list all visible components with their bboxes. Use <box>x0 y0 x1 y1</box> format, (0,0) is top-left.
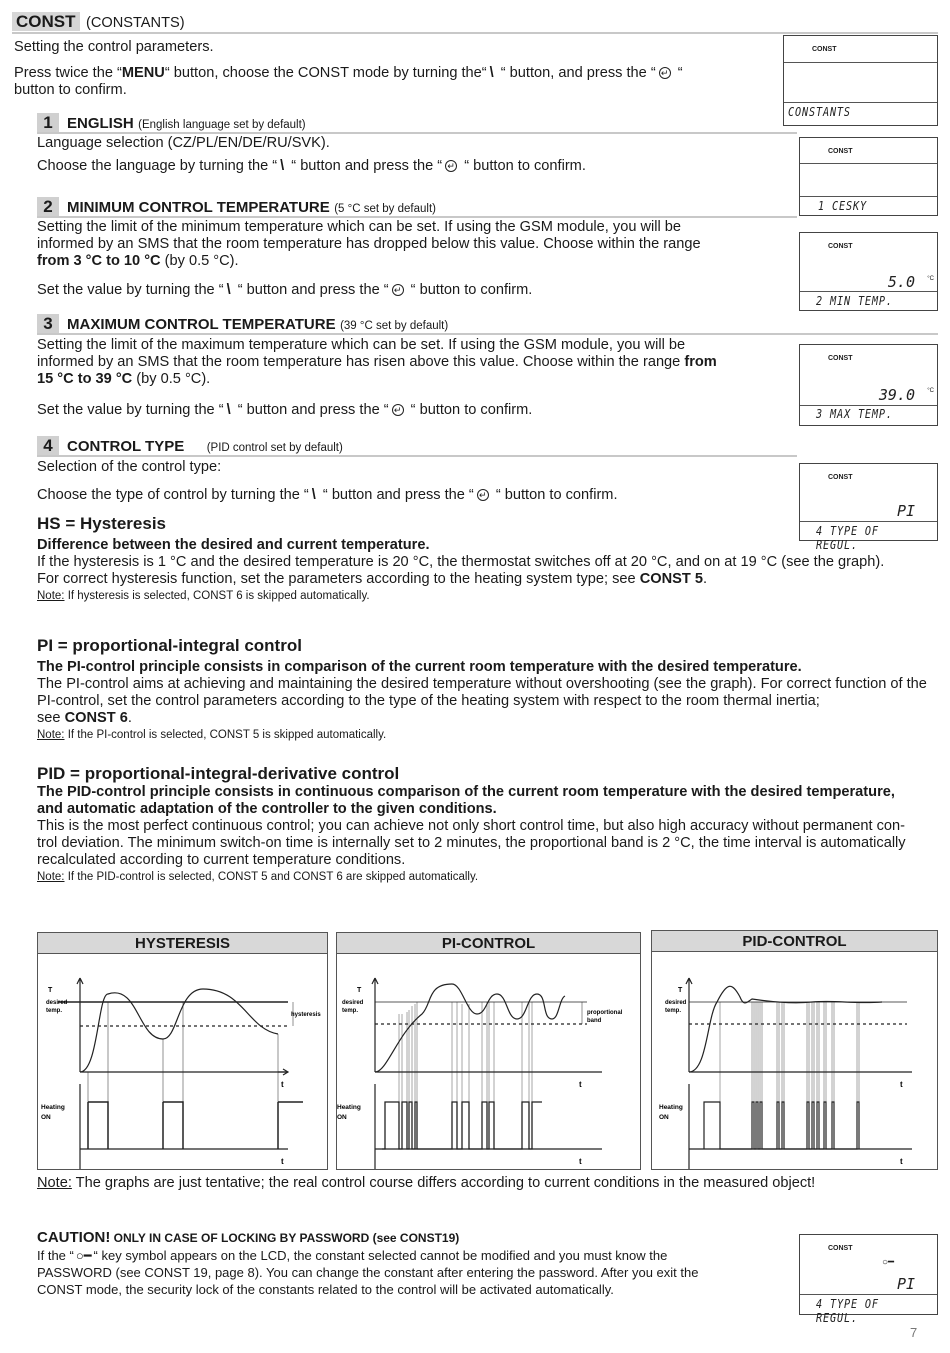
knob-icon: \ <box>226 402 231 418</box>
graph-note: Note: The graphs are just tentative; the real control course differs according to current conditions in the measured object! <box>37 1175 816 1191</box>
graph-title: PID-CONTROL <box>652 931 937 952</box>
pi-control-graph <box>336 932 641 1170</box>
svg-text:Heating: Heating <box>659 1104 683 1111</box>
svg-text:t: t <box>281 1157 284 1166</box>
svg-text:ON: ON <box>337 1114 347 1121</box>
key-icon: ○━ <box>882 1257 895 1268</box>
knob-icon: \ <box>280 158 285 174</box>
lcd-display-locked: CONST ○━ PI 4 TYPE OF REGUL. <box>799 1234 938 1315</box>
pid-control-section: PID = proportional-integral-derivative control The PID-control principle consists in continuous comparison of the current room temperature with the desired temperature, and automatic adaptation of the controller to the given conditions. This is the most perfect continuous control; you can achieve not only short control time, but also high accuracy without permanent con- trol deviation. The minimum switch-on time is internally set to 2 minutes, the proportional band is 2 °C, the time interval is automatically recalculated according to current temperature conditions. Note: If the PID-control is selected, CONST 5 and CONST 6 are skipped automatically. <box>37 764 906 883</box>
page-number: 7 <box>910 1325 918 1340</box>
svg-text:band: band <box>587 1018 602 1024</box>
enter-icon: ↵ <box>477 489 489 501</box>
svg-text:Heating: Heating <box>337 1104 361 1111</box>
intro-text: Setting the control parameters. <box>14 39 214 55</box>
svg-text:t: t <box>900 1080 903 1089</box>
graph-title: HYSTERESIS <box>38 933 327 954</box>
lcd-display-language: CONST 1 CESKY <box>799 137 938 216</box>
section-3-text: Setting the limit of the maximum temperature which can be set. If using the GSM module, you will be informed by an SMS that the room temperature has risen above this value. Choose within the range from 15 °C to 39 °C (by 0.5 °C). <box>37 337 717 387</box>
intro-instruction: Press twice the “MENU“ button, choose the CONST mode by turning the“ \ “ button, and press the “ ↵ “ <box>14 65 683 81</box>
section-4-text: Selection of the control type: <box>37 459 222 475</box>
svg-text:T: T <box>678 987 683 994</box>
knob-icon: \ <box>311 487 316 503</box>
page-header <box>12 12 185 32</box>
svg-text:t: t <box>579 1157 582 1166</box>
pid-control-graph <box>651 930 938 1170</box>
section-3-instruction: Set the value by turning the “ \ “ button and press the “ ↵ “ button to confirm. <box>37 402 533 418</box>
svg-text:t: t <box>579 1080 582 1089</box>
enter-icon: ↵ <box>392 284 404 296</box>
svg-text:t: t <box>900 1157 903 1166</box>
svg-text:desired: desired <box>342 1000 364 1006</box>
caution-section: CAUTION! ONLY IN CASE OF LOCKING BY PASSWORD (see CONST19) If the “ ○━ “ key symbol appears on the LCD, the constant selected cannot be modified and you must know the PASSWORD (see CONST 19, page 8). You can change the constant after entering the password. After you exit the CONST mode, the security lock of the constants related to the control will be activated automatically. <box>37 1229 699 1297</box>
section-3-heading: 3 MAXIMUM CONTROL TEMPERATURE (39 °C set by default) <box>37 314 448 334</box>
enter-icon: ↵ <box>445 160 457 172</box>
svg-text:hysteresis: hysteresis <box>291 1012 321 1018</box>
page-title: CONST <box>12 12 80 31</box>
svg-text:t: t <box>281 1080 284 1089</box>
svg-text:temp.: temp. <box>665 1008 682 1014</box>
hysteresis-graph <box>37 932 328 1170</box>
pi-control-diagram <box>337 954 640 1169</box>
section-2-instruction: Set the value by turning the “ \ “ button and press the “ ↵ “ button to confirm. <box>37 282 533 298</box>
svg-text:T: T <box>357 987 362 994</box>
section-2-heading: 2 MINIMUM CONTROL TEMPERATURE (5 °C set by default) <box>37 197 436 217</box>
section-1-instruction: Choose the language by turning the “ \ “ button and press the “ ↵ “ button to confirm. <box>37 158 586 174</box>
svg-text:Heating: Heating <box>41 1104 65 1111</box>
key-icon: ○━ <box>75 1248 92 1263</box>
section-1-heading: 1 ENGLISH (English language set by default) <box>37 113 306 133</box>
lcd-display-max-temp: CONST 39.0 °C 3 MAX TEMP. <box>799 344 938 426</box>
knob-icon: \ <box>489 65 494 81</box>
lcd-display-min-temp: CONST 5.0 °C 2 MIN TEMP. <box>799 232 938 311</box>
page-subtitle: (CONSTANTS) <box>85 15 185 31</box>
svg-text:proportional: proportional <box>587 1010 623 1016</box>
knob-icon: \ <box>226 282 231 298</box>
section-4-instruction: Choose the type of control by turning the “ \ “ button and press the “ ↵ “ button to confirm. <box>37 487 618 503</box>
svg-text:ON: ON <box>659 1114 669 1121</box>
svg-text:desired: desired <box>46 1000 68 1006</box>
hysteresis-section: HS = Hysteresis Difference between the desired and current temperature. If the hysteresis is 1 °C and the desired temperature is 20 °C, the thermostat switches off at 20 °C, and on at 19 °C (see the graph). For correct hysteresis function, set the parameters according to the heating system type; see CONST 5. Note: If hysteresis is selected, CONST 6 is skipped automatically. <box>37 514 885 602</box>
svg-text:T: T <box>48 987 53 994</box>
section-4-heading: 4 CONTROL TYPE (PID control set by default) <box>37 436 343 456</box>
section-1-text: Language selection (CZ/PL/EN/DE/RU/SVK). <box>37 135 330 151</box>
graph-title: PI-CONTROL <box>337 933 640 954</box>
enter-icon: ↵ <box>659 67 671 79</box>
section-2-text: Setting the limit of the minimum temperature which can be set. If using the GSM module, you will be informed by an SMS that the room temperature has dropped below this value. Choose within the range from 3 °C to 10 °C (by 0.5 °C). <box>37 219 701 269</box>
lcd-display-control-type: CONST PI 4 TYPE OF REGUL. <box>799 463 938 541</box>
svg-text:temp.: temp. <box>46 1008 63 1014</box>
lcd-display-constants: CONST CONSTANTS <box>783 35 938 126</box>
pi-control-section: PI = proportional-integral control The PI-control principle consists in comparison of the current room temperature with the desired temperature. The PI-control aims at achieving and maintaining the desired temperature without overshooting (see the graph). For correct function of the PI-control, set the control parameters according to the type of the heating system with respect to the room thermal inertia; see CONST 6. Note: If the PI-control is selected, CONST 5 is skipped automatically. <box>37 636 927 741</box>
svg-text:temp.: temp. <box>342 1008 359 1014</box>
svg-text:ON: ON <box>41 1114 51 1121</box>
intro-instruction-end: button to confirm. <box>14 82 127 98</box>
hysteresis-diagram <box>38 954 327 1169</box>
svg-text:desired: desired <box>665 1000 687 1006</box>
enter-icon: ↵ <box>392 404 404 416</box>
pid-control-diagram <box>652 952 937 1169</box>
